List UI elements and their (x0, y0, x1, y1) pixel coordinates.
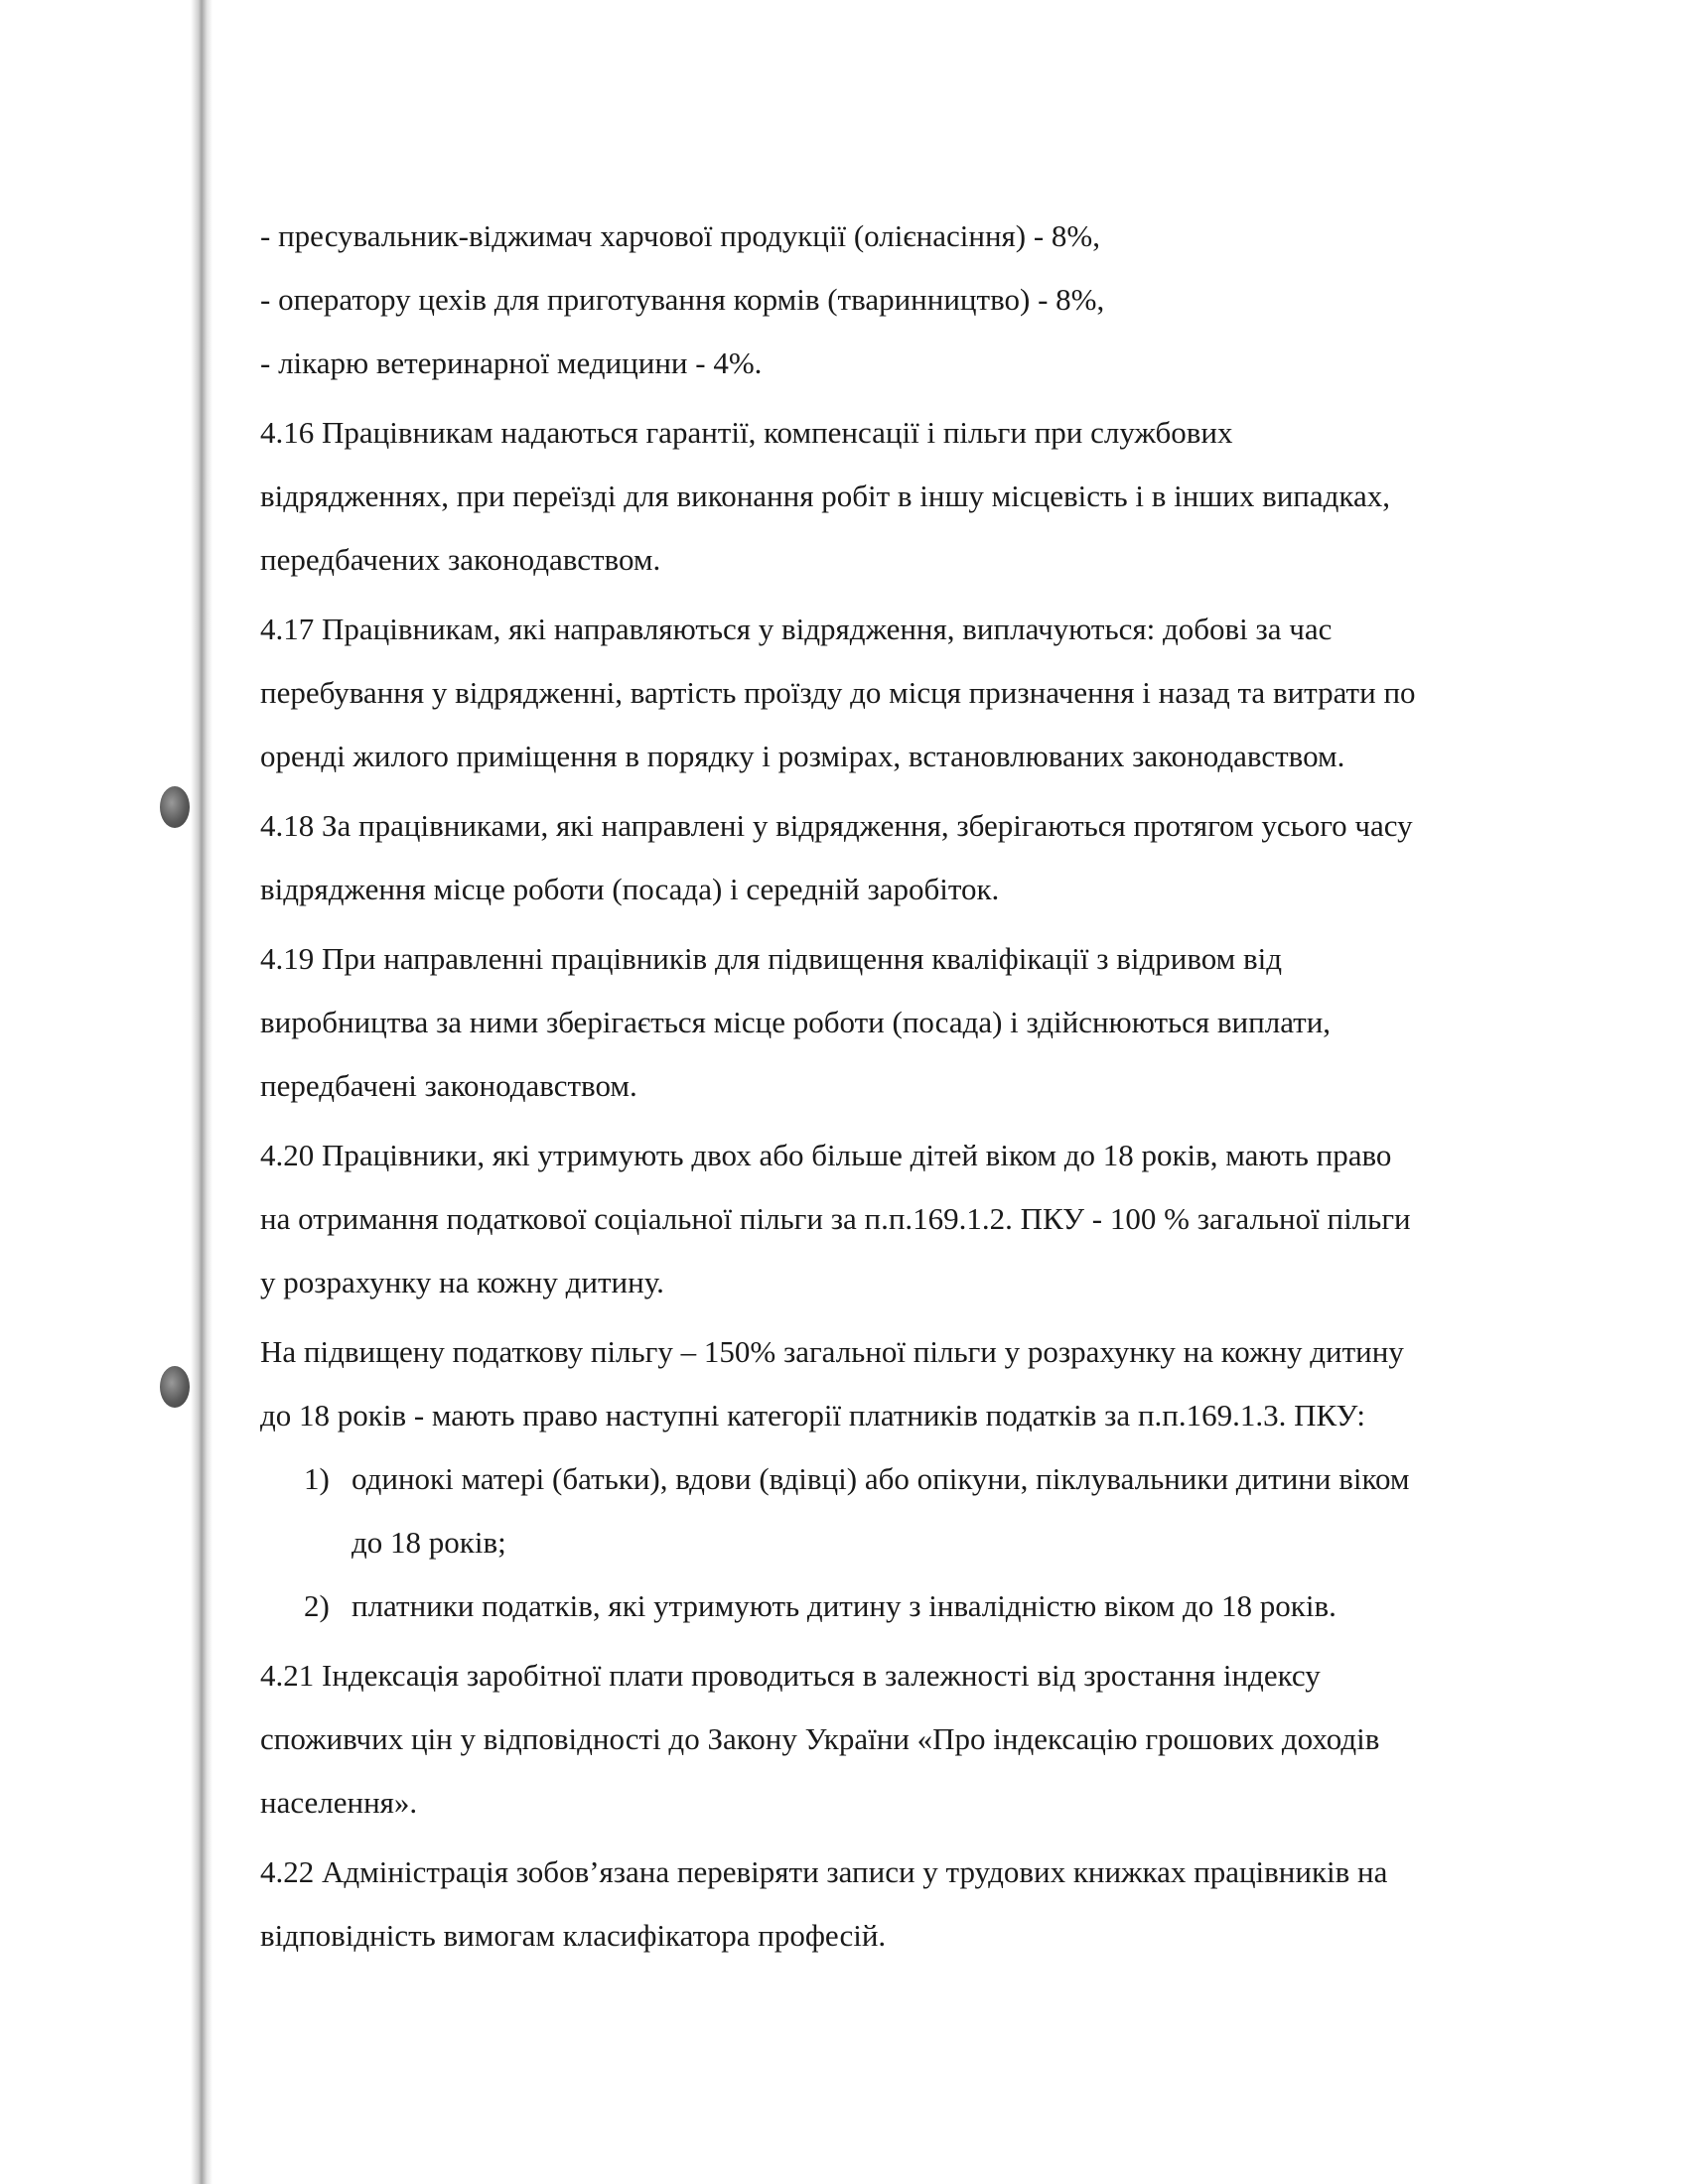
binding-hole-lower (160, 1366, 190, 1408)
list-number: 2) (304, 1588, 330, 1623)
bullet-line: - лікарю ветеринарної медицини - 4%. (260, 345, 763, 380)
list-item-line: до 18 років; (352, 1525, 506, 1560)
paragraph-line: 4.22 Адміністрація зобов’язана перевіряти записи у трудових книжках працівників на (260, 1854, 1388, 1889)
paragraph-line: На підвищену податкову пільгу – 150% загальної пільги у розрахунку на кожну дитину (260, 1334, 1404, 1369)
bullet-line: - оператору цехів для приготування кормів (тваринництво) - 8%, (260, 282, 1105, 317)
clause-4-20 (260, 1124, 1591, 1314)
paragraph-line: 4.21 Індексація заробітної плати проводиться в залежності від зростання індексу (260, 1658, 1321, 1693)
paragraph-line: 4.17 Працівникам, які направляються у відрядження, виплачуються: добові за час (260, 612, 1333, 646)
paragraph-line: 4.19 При направленні працівників для підвищення кваліфікації з відривом від (260, 941, 1283, 976)
paragraph-line: відрядження місце роботи (посада) і середній заробіток. (260, 872, 1000, 906)
bullet-line: - пресувальник-віджимач харчової продукції (олієнасіння) - 8%, (260, 218, 1101, 253)
clause-4-17 (260, 598, 1591, 788)
clause-4-19 (260, 927, 1591, 1118)
increased-tax-benefit-paragraph (260, 1320, 1591, 1447)
list-item (260, 1574, 1591, 1638)
paragraph-line: у розрахунку на кожну дитину. (260, 1265, 664, 1299)
clause-4-16 (260, 401, 1591, 592)
paragraph-line: споживчих цін у відповідності до Закону України «Про індексацію грошових доходів (260, 1721, 1380, 1756)
binding-hole-upper (160, 786, 190, 828)
binding-edge-shadow (191, 0, 212, 2184)
paragraph-line: передбачених законодавством. (260, 542, 661, 577)
bullet-list-tariffs (260, 205, 1591, 395)
paragraph-line: перебування у відрядженні, вартість проїзду до місця призначення і назад та витрати по (260, 675, 1416, 710)
numbered-list (260, 1447, 1591, 1638)
clause-4-22 (260, 1841, 1591, 1968)
clause-4-21 (260, 1644, 1591, 1835)
paragraph-line: виробництва за ними зберігається місце роботи (посада) і здійснюються виплати, (260, 1005, 1332, 1039)
paragraph-line: відповідність вимогам класифікатора професій. (260, 1918, 887, 1953)
document-body (260, 205, 1591, 1968)
list-item-line: платники податків, які утримують дитину з інвалідністю віком до 18 років. (352, 1588, 1336, 1623)
paragraph-line: 4.16 Працівникам надаються гарантії, компенсації і пільги при службових (260, 415, 1233, 450)
paragraph-line: оренді жилого приміщення в порядку і розмірах, встановлюваних законодавством. (260, 739, 1345, 773)
list-item-line: одинокі матері (батьки), вдови (вдівці) або опікуни, піклувальники дитини віком (352, 1461, 1410, 1496)
paragraph-line: 4.20 Працівники, які утримують двох або більше дітей віком до 18 років, мають право (260, 1138, 1392, 1172)
paragraph-line: на отримання податкової соціальної пільги за п.п.169.1.2. ПКУ - 100 % загальної пільги (260, 1201, 1411, 1236)
paragraph-line: 4.18 За працівниками, які направлені у відрядження, зберігаються протягом усього часу (260, 808, 1413, 843)
clause-4-18 (260, 794, 1591, 921)
list-number: 1) (304, 1461, 330, 1496)
list-item (260, 1447, 1591, 1574)
paragraph-line: відрядженнях, при переїзді для виконання робіт в іншу місцевість і в інших випадках, (260, 478, 1391, 513)
paragraph-line: населення». (260, 1785, 418, 1820)
paragraph-line: до 18 років - мають право наступні категорії платників податків за п.п.169.1.3. ПКУ: (260, 1398, 1365, 1433)
paragraph-line: передбачені законодавством. (260, 1068, 637, 1103)
